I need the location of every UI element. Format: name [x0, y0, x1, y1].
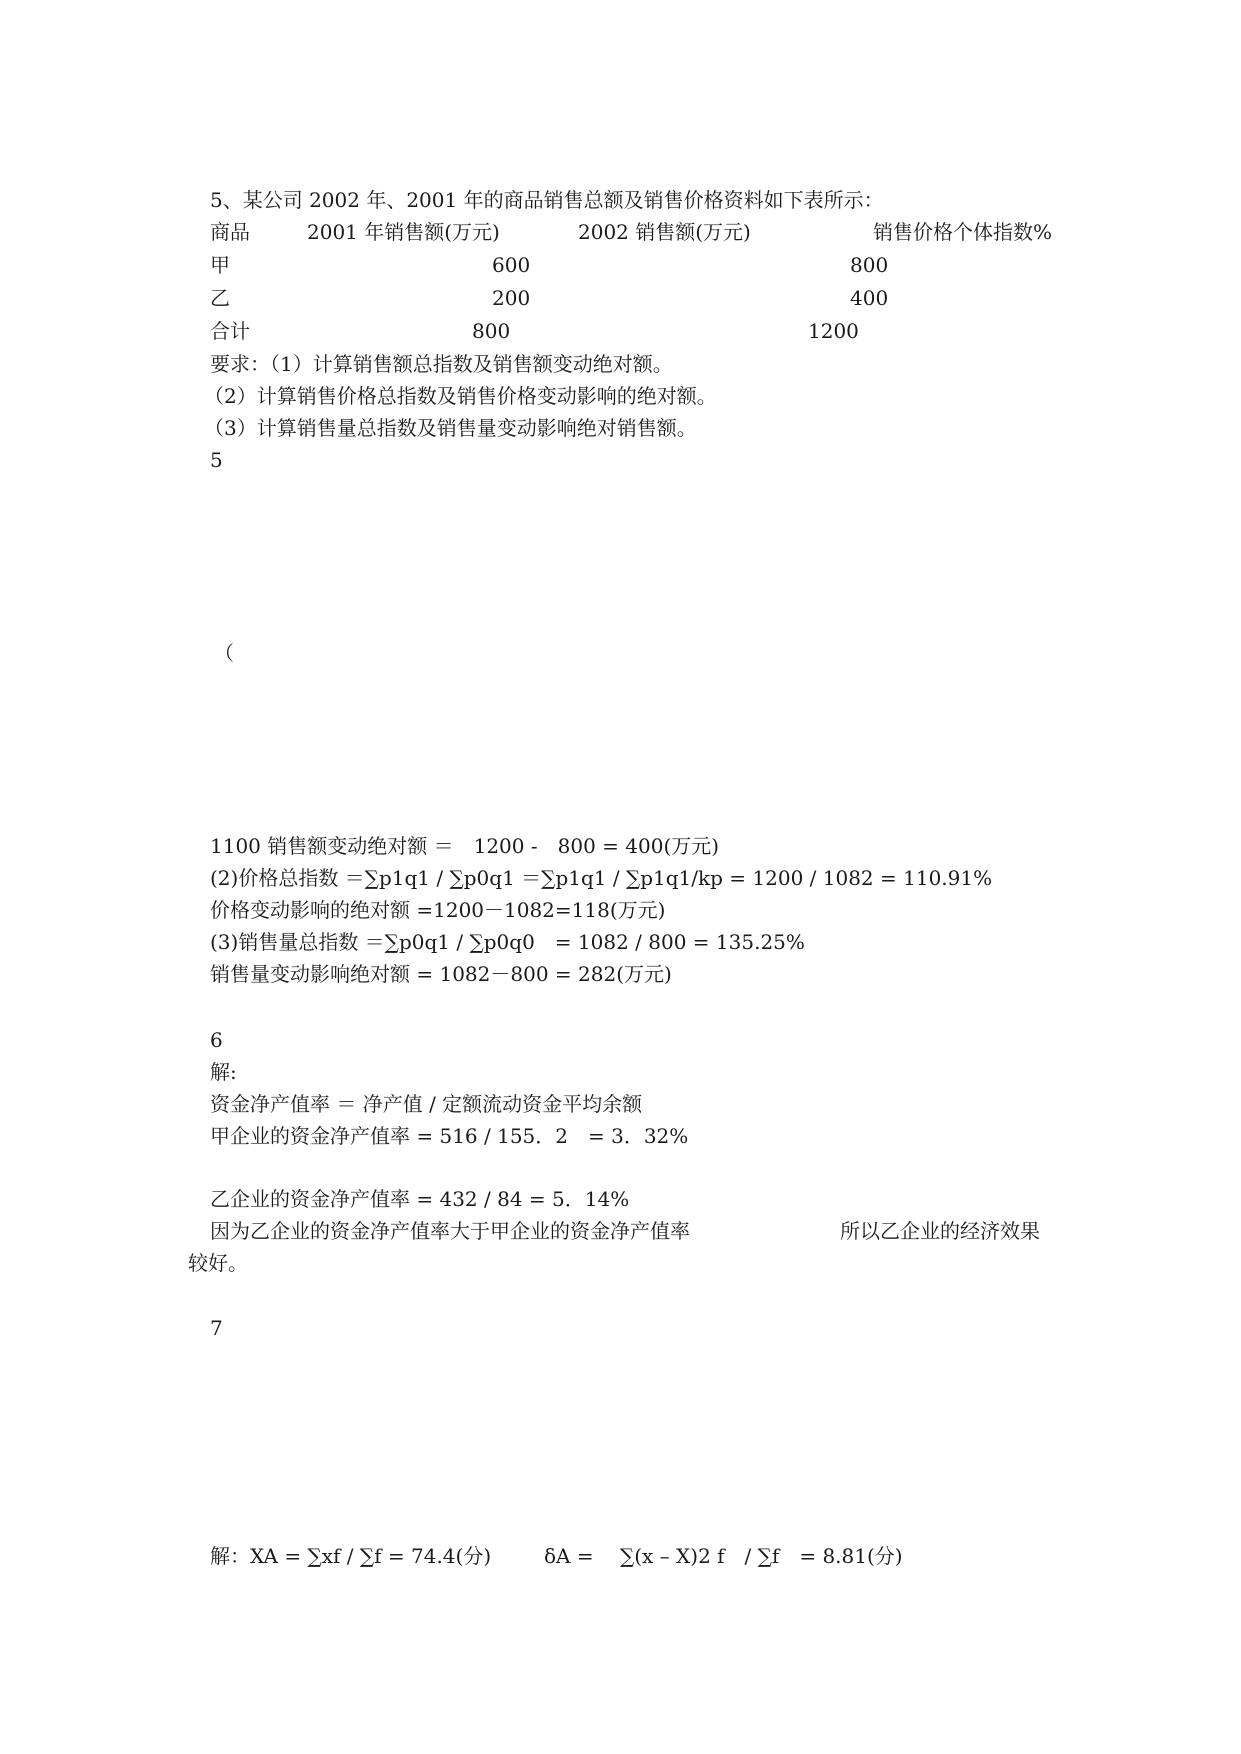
q6-solution-label: 解:: [210, 1060, 237, 1084]
table-row-total-name: 合计: [210, 319, 250, 343]
q6-number: 6: [210, 1028, 223, 1052]
q6-jia-result: 甲企业的资金净产值率 = 516 / 155．2 = 3．32%: [210, 1124, 689, 1148]
q5-requirement-1: 要求：（1）计算销售额总指数及销售额变动绝对额。: [210, 352, 673, 376]
q7-solution-part-a: 解：XA = ∑xf / ∑f = 74.4(分): [210, 1544, 492, 1568]
table-row-total-2002: 1200: [808, 319, 859, 343]
table-header-2001: 2001 年销售额(万元): [307, 220, 500, 244]
q7-number: 7: [210, 1316, 223, 1340]
table-row-yi-name: 乙: [210, 286, 230, 310]
q7-solution-part-b: δA = ∑(x – X)2 f / ∑f = 8.81(分): [544, 1544, 903, 1568]
q5-answer-line-2: (2)价格总指数 ＝∑p1q1 / ∑p0q1 ＝∑p1q1 / ∑p1q1/kp = 1200 / 1082 = 110.91%: [210, 866, 993, 890]
q5-requirement-3: （3）计算销售量总指数及销售量变动影响绝对销售额。: [204, 416, 697, 440]
q5-answer-line-3: 价格变动影响的绝对额 =1200－1082=118(万元): [210, 898, 666, 922]
table-header-2002: 2002 销售额(万元): [578, 220, 751, 244]
table-row-yi-2002: 400: [850, 286, 889, 310]
q6-conclusion-c: 较好。: [188, 1251, 248, 1275]
q5-open-paren: （: [214, 641, 234, 665]
q5-requirement-2: （2）计算销售价格总指数及销售价格变动影响的绝对额。: [204, 384, 717, 408]
q6-conclusion-b: 所以乙企业的经济效果: [840, 1219, 1040, 1243]
table-header-goods: 商品: [210, 220, 250, 244]
q5-answer-number: 5: [210, 448, 223, 472]
q6-yi-result: 乙企业的资金净产值率 = 432 / 84 = 5．14%: [210, 1187, 630, 1211]
q6-formula: 资金净产值率 ＝ 净产值 / 定额流动资金平均余额: [210, 1092, 643, 1116]
q5-answer-line-4: (3)销售量总指数 ＝∑p0q1 / ∑p0q0 = 1082 / 800 = 135.25%: [210, 930, 805, 954]
q5-title: 5、某公司 2002 年、2001 年的商品销售总额及销售价格资料如下表所示：: [210, 188, 884, 212]
q6-conclusion-a: 因为乙企业的资金净产值率大于甲企业的资金净产值率: [210, 1219, 690, 1243]
q5-answer-line-1: 1100 销售额变动绝对额 ＝ 1200 - 800 = 400(万元): [210, 834, 720, 858]
table-row-total-2001: 800: [472, 319, 511, 343]
table-header-price-index: 销售价格个体指数%: [873, 220, 1053, 244]
q5-answer-line-5: 销售量变动影响绝对额 = 1082－800 = 282(万元): [210, 962, 672, 986]
table-row-jia-2002: 800: [850, 253, 889, 277]
table-row-yi-2001: 200: [492, 286, 531, 310]
table-row-jia-2001: 600: [492, 253, 531, 277]
table-row-jia-name: 甲: [210, 253, 230, 277]
